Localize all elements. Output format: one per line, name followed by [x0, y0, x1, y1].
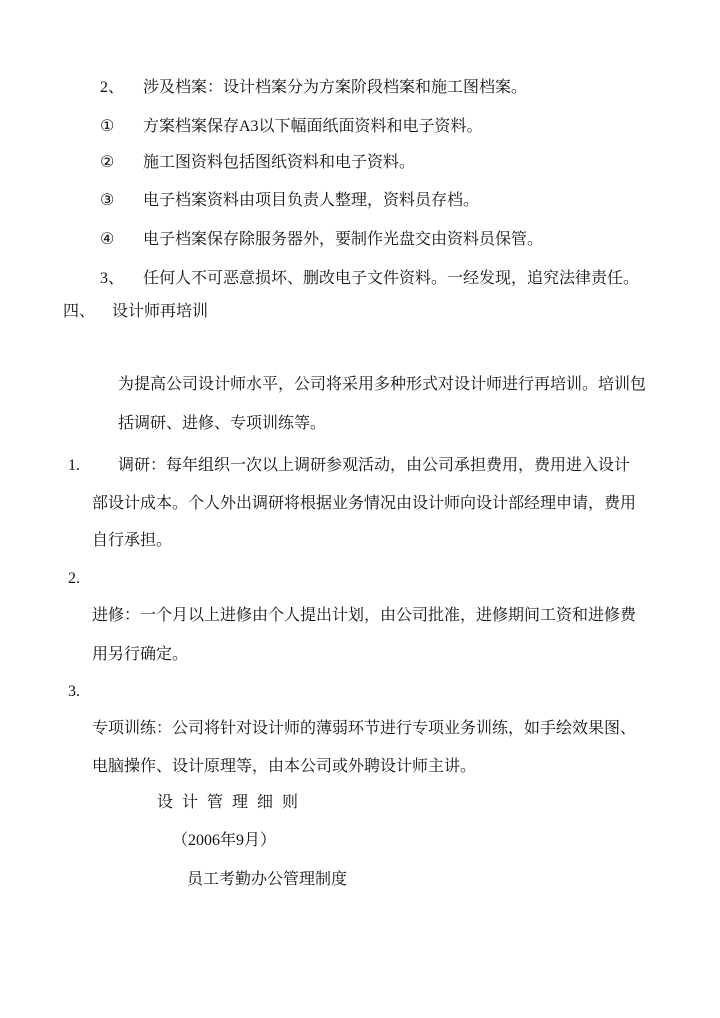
paragraph-line: 进修：一个月以上进修由个人提出计划，由公司批准，进修期间工资和进修费	[92, 607, 637, 624]
paragraph-line: 自行承担。	[92, 532, 173, 549]
paragraph-line: 专项训练：公司将针对设计师的薄弱环节进行专项业务训练，如手绘效果图、	[92, 720, 637, 737]
list-item-text: 任何人不可恶意损坏、删改电子文件资料。一经发现，追究法律责任。	[143, 270, 640, 287]
paragraph-line: 为提高公司设计师水平，公司将采用多种形式对设计师进行再培训。培训包	[118, 376, 647, 393]
list-marker: 3、	[100, 270, 125, 287]
list-item-text: 电子档案保存除服务器外，要制作光盘交由资料员保管。	[143, 231, 544, 248]
list-marker: 1.	[68, 457, 80, 474]
paragraph-line: 调研：每年组织一次以上调研参观活动，由公司承担费用，费用进入设计	[118, 457, 631, 474]
list-item-text: 施工图资料包括图纸资料和电子资料。	[143, 154, 416, 171]
list-item-text: 电子档案资料由项目负责人整理，资料员存档。	[143, 192, 480, 209]
list-marker: ②	[100, 154, 115, 171]
paragraph-line: 用另行确定。	[92, 646, 189, 663]
list-marker: 3.	[68, 683, 80, 700]
document-date: （2006年9月）	[172, 832, 277, 849]
section-marker: 四、	[63, 303, 96, 320]
list-marker: ①	[100, 118, 115, 135]
list-marker: 2.	[68, 570, 80, 587]
list-marker: ③	[100, 192, 115, 209]
section-heading: 设计师再培训	[112, 303, 209, 320]
list-marker: 2、	[100, 79, 125, 96]
paragraph-line: 括调研、进修、专项训练等。	[118, 415, 327, 432]
document-title: 设计管理细则	[157, 794, 308, 811]
paragraph-line: 部设计成本。个人外出调研将根据业务情况由设计师向设计部经理申请，费用	[92, 495, 637, 512]
next-document-title: 员工考勤办公管理制度	[187, 871, 348, 888]
list-item-text: 涉及档案：设计档案分为方案阶段档案和施工图档案。	[143, 79, 528, 96]
list-item-text: 方案档案保存A3以下幅面纸面资料和电子资料。	[143, 118, 483, 135]
paragraph-line: 电脑操作、设计原理等，由本公司或外聘设计师主讲。	[92, 758, 477, 775]
list-marker: ④	[100, 231, 115, 248]
